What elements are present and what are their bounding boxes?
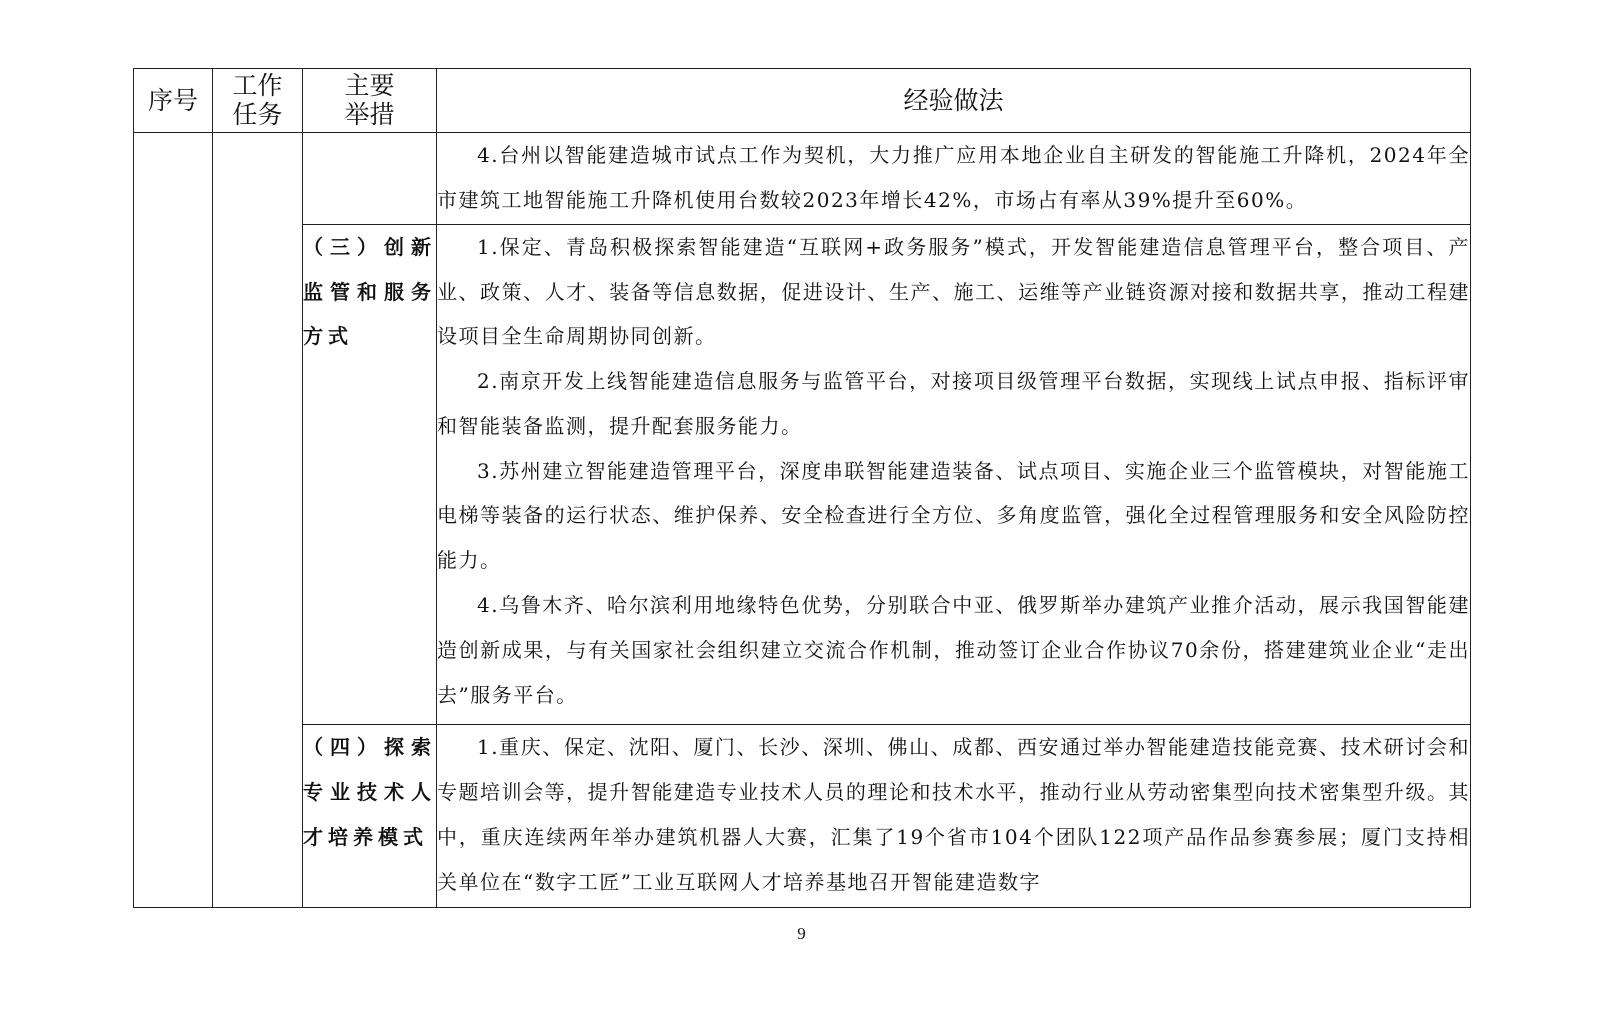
table-row xyxy=(134,132,1471,224)
experience-cell xyxy=(437,132,1471,224)
measure-cell xyxy=(303,132,437,224)
measure-cell: （四）探索专业技术人才培养模式 xyxy=(303,725,437,908)
header-seq: 序号 xyxy=(134,69,213,133)
page-number: 9 xyxy=(797,924,806,943)
experience-paragraph: 2.南京开发上线智能建造信息服务与监管平台，对接项目级管理平台数据，实现线上试点申报、指标评审和智能装备监测，提升配套服务能力。 xyxy=(437,369,1470,438)
header-experience: 经验做法 xyxy=(437,69,1471,133)
header-measure-line1: 主要 xyxy=(344,71,395,101)
header-measure xyxy=(303,69,437,133)
table-header-row xyxy=(134,69,1471,133)
experience-paragraph: 1.重庆、保定、沈阳、厦门、长沙、深圳、佛山、成都、西安通过举办智能建造技能竞赛、技术研讨会和专题培训会等，提升智能建造专业技术人员的理论和技术水平，推动行业从劳动密集型向技术密集型升级。其中，重庆连续两年举办建筑机器人大赛，汇集了19个省市104个团队122项产品作品参赛参展；厦门支持相关单位在“数字工匠”工业互联网人才培养基地召开智能建造数字 xyxy=(437,735,1470,894)
table-row xyxy=(134,725,1471,908)
task-cell xyxy=(213,132,303,907)
header-measure-line2: 举措 xyxy=(344,100,395,130)
experience-cell xyxy=(437,725,1471,908)
experience-paragraph: 4.乌鲁木齐、哈尔滨利用地缘特色优势，分别联合中亚、俄罗斯举办建筑产业推介活动，展示我国智能建造创新成果，与有关国家社会组织建立交流合作机制，推动签订企业合作协议70余份，搭建建筑业企业“走出去”服务平台。 xyxy=(437,593,1470,707)
header-task-line2: 任务 xyxy=(232,100,283,130)
table-row xyxy=(134,224,1471,725)
measure-cell: （三）创新监管和服务方式 xyxy=(303,224,437,725)
experience-cell xyxy=(437,224,1471,725)
experience-paragraph: 3.苏州建立智能建造管理平台，深度串联智能建造装备、试点项目、实施企业三个监管模块，对智能施工电梯等装备的运行状态、维护保养、安全检查进行全方位、多角度监管，强化全过程管理服务和安全风险防控能力。 xyxy=(437,458,1470,573)
header-task xyxy=(213,69,303,133)
experience-table xyxy=(133,68,1471,908)
seq-cell xyxy=(134,132,213,907)
header-task-line1: 工作 xyxy=(232,71,283,101)
experience-paragraph: 4.台州以智能建造城市试点工作为契机，大力推广应用本地企业自主研发的智能施工升降机，2024年全市建筑工地智能施工升降机使用台数较2023年增长42%，市场占有率从39%提升至60%。 xyxy=(437,142,1470,212)
experience-paragraph: 1.保定、青岛积极探索智能建造“互联网+政务服务”模式，开发智能建造信息管理平台，整合项目、产业、政策、人才、装备等信息数据，促进设计、生产、施工、运维等产业链资源对接和数据共享，推动工程建设项目全生命周期协同创新。 xyxy=(437,234,1470,349)
